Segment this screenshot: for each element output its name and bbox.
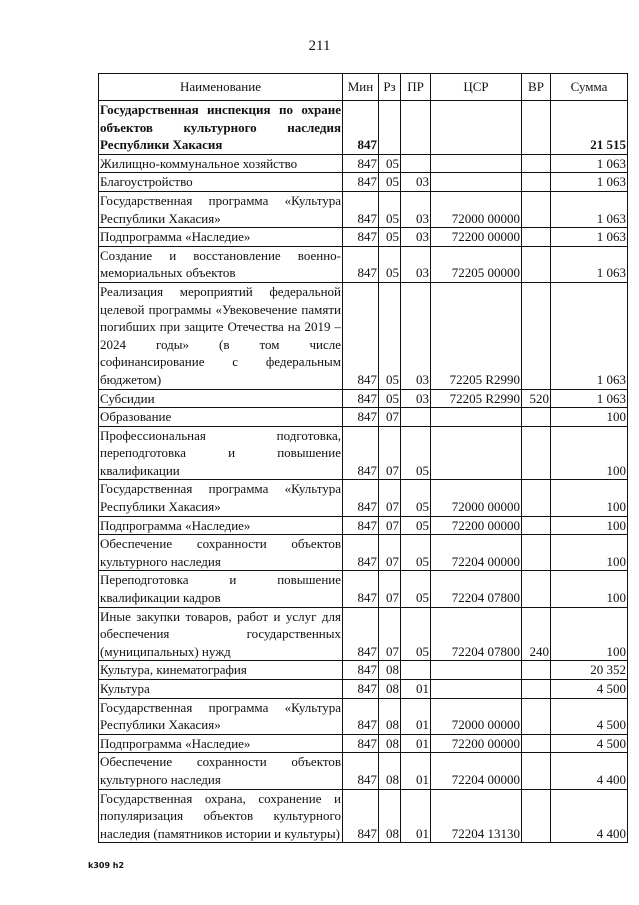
cell-pr: 05 — [401, 535, 431, 571]
cell-pr: 01 — [401, 734, 431, 753]
cell-name: Государственная инспекция по охране объектов культурного наследия Республики Хакасия — [99, 101, 343, 155]
cell-vr — [522, 101, 551, 155]
cell-min: 847 — [343, 246, 379, 282]
page-number: 211 — [308, 38, 331, 54]
cell-min: 847 — [343, 734, 379, 753]
cell-csr: 72200 00000 — [431, 228, 522, 247]
table-row — [99, 282, 628, 389]
cell-min: 847 — [343, 535, 379, 571]
cell-pr: 01 — [401, 698, 431, 734]
cell-rz: 07 — [379, 480, 401, 516]
cell-sum: 20 352 — [551, 661, 628, 680]
cell-rz: 08 — [379, 661, 401, 680]
table-row — [99, 535, 628, 571]
cell-rz: 07 — [379, 535, 401, 571]
cell-name: Подпрограмма «Наследие» — [99, 228, 343, 247]
table-row — [99, 753, 628, 789]
table-row — [99, 246, 628, 282]
cell-sum: 1 063 — [551, 389, 628, 408]
cell-pr: 03 — [401, 191, 431, 227]
table-row — [99, 101, 628, 155]
cell-rz — [379, 101, 401, 155]
header-sum: Сумма — [551, 74, 628, 101]
cell-rz: 05 — [379, 246, 401, 282]
table-row — [99, 789, 628, 843]
table-row — [99, 389, 628, 408]
cell-csr — [431, 408, 522, 427]
table-row — [99, 426, 628, 480]
cell-name: Реализация мероприятий федеральной целевой программы «Увековечение памяти погибших при защите Отечества на 2019 – 2024 годы» (в том числе софинансирование с федеральным бюджетом) — [99, 282, 343, 389]
cell-sum: 100 — [551, 480, 628, 516]
cell-pr — [401, 408, 431, 427]
cell-csr: 72200 00000 — [431, 516, 522, 535]
cell-name: Подпрограмма «Наследие» — [99, 516, 343, 535]
cell-rz: 08 — [379, 753, 401, 789]
cell-min: 847 — [343, 789, 379, 843]
cell-pr: 03 — [401, 173, 431, 192]
cell-pr: 01 — [401, 753, 431, 789]
table-row — [99, 571, 628, 607]
cell-csr: 72204 00000 — [431, 753, 522, 789]
cell-min: 847 — [343, 191, 379, 227]
table-row — [99, 698, 628, 734]
cell-csr: 72205 R2990 — [431, 389, 522, 408]
header-pr: ПР — [401, 74, 431, 101]
cell-name: Государственная программа «Культура Республики Хакасия» — [99, 191, 343, 227]
cell-pr: 05 — [401, 607, 431, 661]
cell-pr: 05 — [401, 426, 431, 480]
table-row — [99, 173, 628, 192]
cell-vr — [522, 571, 551, 607]
cell-rz: 07 — [379, 426, 401, 480]
cell-sum: 4 400 — [551, 753, 628, 789]
cell-pr — [401, 154, 431, 173]
cell-name: Подпрограмма «Наследие» — [99, 734, 343, 753]
table-row — [99, 154, 628, 173]
cell-sum: 4 500 — [551, 698, 628, 734]
cell-pr — [401, 661, 431, 680]
cell-vr — [522, 228, 551, 247]
cell-vr — [522, 154, 551, 173]
cell-pr: 01 — [401, 680, 431, 699]
cell-name: Культура, кинематография — [99, 661, 343, 680]
cell-sum: 1 063 — [551, 173, 628, 192]
table-row — [99, 228, 628, 247]
table-row — [99, 680, 628, 699]
cell-pr: 03 — [401, 389, 431, 408]
cell-min: 847 — [343, 408, 379, 427]
cell-min: 847 — [343, 698, 379, 734]
cell-sum: 1 063 — [551, 228, 628, 247]
cell-csr: 72200 00000 — [431, 734, 522, 753]
table-row — [99, 734, 628, 753]
cell-csr: 72000 00000 — [431, 698, 522, 734]
cell-sum: 1 063 — [551, 154, 628, 173]
cell-sum: 100 — [551, 607, 628, 661]
table-row — [99, 607, 628, 661]
table-row — [99, 191, 628, 227]
cell-min: 847 — [343, 389, 379, 408]
header-row — [99, 74, 628, 101]
cell-min: 847 — [343, 426, 379, 480]
cell-sum: 100 — [551, 426, 628, 480]
cell-name: Культура — [99, 680, 343, 699]
cell-name: Профессиональная подготовка, переподготовка и повышение квалификации — [99, 426, 343, 480]
cell-vr: 520 — [522, 389, 551, 408]
cell-name: Обеспечение сохранности объектов культурного наследия — [99, 753, 343, 789]
cell-vr — [522, 734, 551, 753]
cell-rz: 08 — [379, 734, 401, 753]
cell-pr: 05 — [401, 480, 431, 516]
cell-min: 847 — [343, 516, 379, 535]
cell-min: 847 — [343, 480, 379, 516]
header-rz: Рз — [379, 74, 401, 101]
cell-sum: 4 500 — [551, 680, 628, 699]
cell-sum: 100 — [551, 535, 628, 571]
cell-min: 847 — [343, 228, 379, 247]
cell-vr — [522, 408, 551, 427]
cell-name: Благоустройство — [99, 173, 343, 192]
cell-vr: 240 — [522, 607, 551, 661]
cell-rz: 08 — [379, 680, 401, 699]
cell-vr — [522, 661, 551, 680]
cell-name: Переподготовка и повышение квалификации кадров — [99, 571, 343, 607]
header-name: Наименование — [99, 74, 343, 101]
cell-sum: 100 — [551, 408, 628, 427]
table-row — [99, 408, 628, 427]
cell-rz: 07 — [379, 607, 401, 661]
cell-csr — [431, 154, 522, 173]
cell-csr: 72204 07800 — [431, 571, 522, 607]
cell-min: 847 — [343, 154, 379, 173]
cell-csr: 72205 00000 — [431, 246, 522, 282]
header-vr: ВР — [522, 74, 551, 101]
cell-vr — [522, 698, 551, 734]
cell-csr — [431, 101, 522, 155]
cell-vr — [522, 789, 551, 843]
cell-vr — [522, 535, 551, 571]
cell-rz: 08 — [379, 698, 401, 734]
budget-table — [98, 73, 628, 843]
cell-vr — [522, 426, 551, 480]
cell-name: Государственная охрана, сохранение и популяризация объектов культурного наследия (памятников истории и культуры) — [99, 789, 343, 843]
cell-name: Иные закупки товаров, работ и услуг для обеспечения государственных (муниципальных) нужд — [99, 607, 343, 661]
cell-vr — [522, 246, 551, 282]
cell-min: 847 — [343, 101, 379, 155]
cell-pr: 03 — [401, 282, 431, 389]
table-row — [99, 480, 628, 516]
cell-pr: 05 — [401, 516, 431, 535]
cell-sum: 100 — [551, 571, 628, 607]
cell-min: 847 — [343, 282, 379, 389]
cell-sum: 1 063 — [551, 246, 628, 282]
cell-name: Образование — [99, 408, 343, 427]
cell-sum: 4 500 — [551, 734, 628, 753]
cell-min: 847 — [343, 680, 379, 699]
cell-sum: 1 063 — [551, 191, 628, 227]
cell-sum: 1 063 — [551, 282, 628, 389]
cell-csr — [431, 680, 522, 699]
cell-name: Государственная программа «Культура Республики Хакасия» — [99, 698, 343, 734]
cell-rz: 05 — [379, 389, 401, 408]
cell-vr — [522, 282, 551, 389]
cell-min: 847 — [343, 571, 379, 607]
cell-name: Жилищно-коммунальное хозяйство — [99, 154, 343, 173]
cell-name: Создание и восстановление военно-мемориальных объектов — [99, 246, 343, 282]
cell-csr: 72204 07800 — [431, 607, 522, 661]
cell-name: Государственная программа «Культура Республики Хакасия» — [99, 480, 343, 516]
cell-pr: 03 — [401, 246, 431, 282]
cell-name: Субсидии — [99, 389, 343, 408]
cell-vr — [522, 680, 551, 699]
cell-rz: 05 — [379, 282, 401, 389]
cell-vr — [522, 480, 551, 516]
cell-min: 847 — [343, 661, 379, 680]
cell-vr — [522, 191, 551, 227]
cell-csr — [431, 173, 522, 192]
cell-rz: 05 — [379, 173, 401, 192]
cell-rz: 08 — [379, 789, 401, 843]
cell-sum: 21 515 — [551, 101, 628, 155]
cell-vr — [522, 516, 551, 535]
header-csr: ЦСР — [431, 74, 522, 101]
cell-csr — [431, 426, 522, 480]
cell-pr: 05 — [401, 571, 431, 607]
cell-rz: 07 — [379, 571, 401, 607]
cell-vr — [522, 753, 551, 789]
cell-csr: 72204 13130 — [431, 789, 522, 843]
cell-rz: 07 — [379, 516, 401, 535]
cell-min: 847 — [343, 753, 379, 789]
cell-pr — [401, 101, 431, 155]
cell-sum: 4 400 — [551, 789, 628, 843]
cell-rz: 05 — [379, 228, 401, 247]
cell-min: 847 — [343, 607, 379, 661]
cell-csr: 72205 R2990 — [431, 282, 522, 389]
cell-rz: 07 — [379, 408, 401, 427]
cell-pr: 03 — [401, 228, 431, 247]
cell-csr: 72204 00000 — [431, 535, 522, 571]
cell-name: Обеспечение сохранности объектов культурного наследия — [99, 535, 343, 571]
cell-pr: 01 — [401, 789, 431, 843]
cell-min: 847 — [343, 173, 379, 192]
cell-csr: 72000 00000 — [431, 191, 522, 227]
table-row — [99, 516, 628, 535]
cell-csr: 72000 00000 — [431, 480, 522, 516]
cell-sum: 100 — [551, 516, 628, 535]
cell-rz: 05 — [379, 191, 401, 227]
cell-csr — [431, 661, 522, 680]
header-min: Мин — [343, 74, 379, 101]
footer-code: k309 h2 — [88, 861, 125, 870]
cell-rz: 05 — [379, 154, 401, 173]
cell-vr — [522, 173, 551, 192]
table-row — [99, 661, 628, 680]
